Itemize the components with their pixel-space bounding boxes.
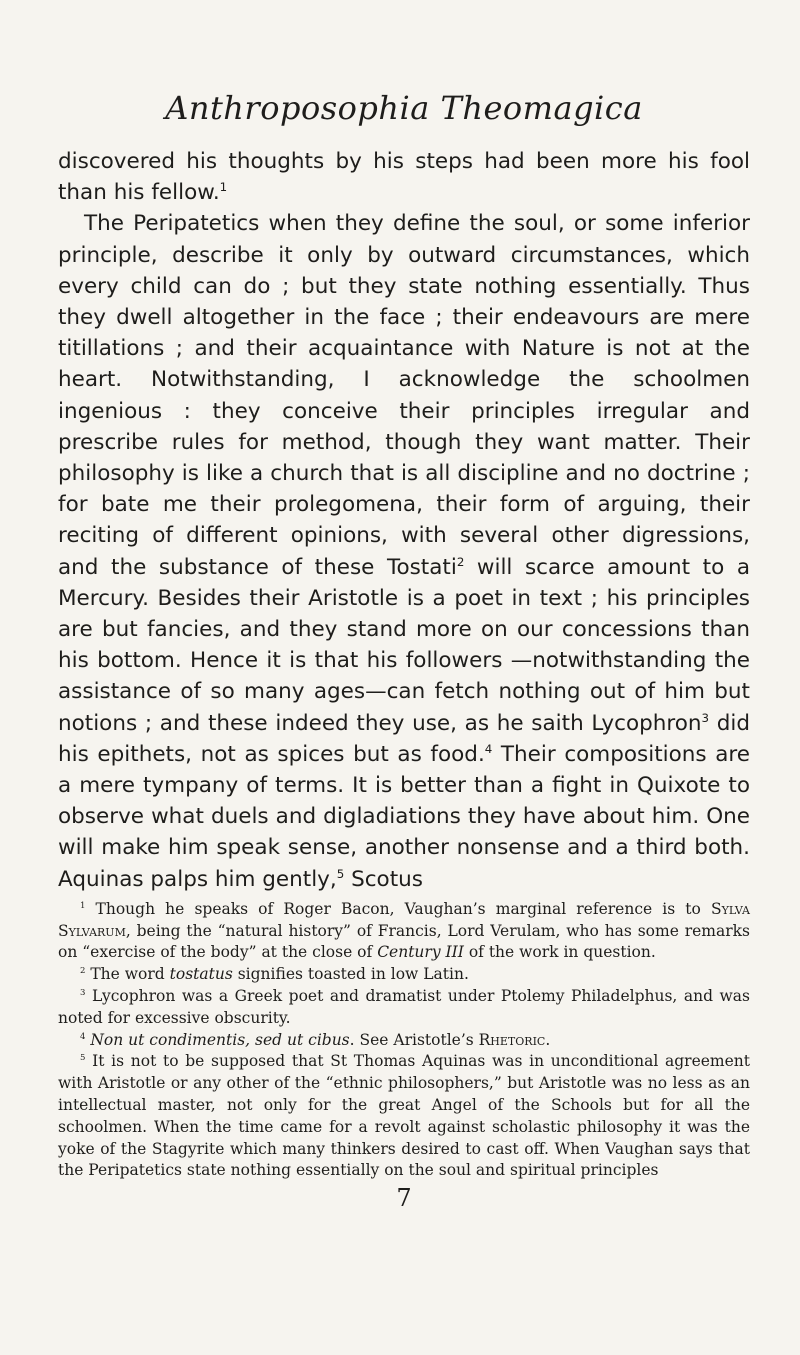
footnote-1	[58, 899, 750, 964]
footnote-text: .	[545, 1030, 551, 1049]
paragraph-2-segment-1: The Peripatetics when they define the soul, or some inferior principle, describe it only by outward circumstances, which every child can do ; but they state nothing essentially. Thus they dwell altogether in the face ; their endeavours are mere titillations ; and their acquaintance with Nature is not at the heart. Notwithstanding, I acknowledge the schoolmen ingenious : they conceive their principles irregular and prescribe rules for method, though they want matter. Their philosophy is like a church that is all discipline and no doctrine ; for bate me their prolegomena, their form of arguing, their reciting of different opinions, with several other digressions, and the substance of these Tostati	[58, 211, 750, 580]
book-page	[58, 88, 750, 1318]
footnote-text: signifies toasted in low Latin.	[232, 965, 469, 984]
paragraph-2-segment-4: Their compositions are a mere tympany of terms. It is better than a fight in Quixote to observe what duels and digladiations they have about him. One will make him speak sense, another nonsense and a third both. Aquinas palps him gently,	[58, 741, 750, 892]
paragraph-2-segment-2: will scarce amount to a Mercury. Besides their Aristotle is a poet in text ; his principles are but fancies, and they stand more on our concessions than his bottom. Hence it is that his followers —notwithstanding the assistance of so many ages—can fetch nothing out of him but notions ; and these indeed they use, as he saith Lycophron	[58, 554, 750, 736]
footnote-number: 2	[80, 966, 86, 977]
footnote-italic: Non ut condimentis, sed ut cibus	[90, 1030, 350, 1049]
footnote-smallcaps: Rhetoric	[478, 1030, 546, 1049]
footnote-text: It is not to be supposed that St Thomas Aquinas was in unconditional agreement with Aristotle or any other of the “ethnic philosophers,” but Aristotle was no less as an intellectual master, not only for the great Angel of the Schools but for all the schoolmen. When the time came for a revolt against scholastic philosophy it was the yoke of the Stagyrite which many thinkers desired to cast off. When Vaughan says that the Peripatetics state nothing essentially on the soul and spiritual principles	[58, 1052, 750, 1180]
footnote-ref-5[interactable]: 5	[336, 866, 345, 881]
footnote-italic: Century III	[377, 943, 464, 962]
footnote-number: 1	[80, 900, 86, 911]
footnote-text: . See Aristotle’s	[349, 1030, 479, 1049]
footnote-4	[58, 1030, 750, 1052]
paragraph-2-segment-5: Scotus	[344, 866, 423, 892]
footnote-italic: tostatus	[169, 965, 233, 984]
paragraph-2-segment-3: did his epithets, not as spices but as food.	[58, 710, 750, 767]
running-head: Anthroposophia Theomagica	[165, 89, 643, 127]
body-text	[58, 146, 750, 895]
footnote-ref-2[interactable]: 2	[456, 554, 465, 569]
footnote-3	[58, 986, 750, 1030]
footnote-number: 5	[80, 1053, 86, 1064]
paragraph-1-text: discovered his thoughts by his steps had been more his fool than his fellow.	[58, 149, 750, 206]
footnote-2	[58, 964, 750, 986]
footnote-ref-1[interactable]: 1	[219, 180, 228, 195]
footnote-text: of the work in question.	[463, 943, 656, 962]
footnote-ref-4[interactable]: 4	[484, 741, 493, 756]
paragraph-1	[58, 146, 750, 208]
footnote-5	[58, 1051, 750, 1182]
footnote-text: The word	[85, 965, 170, 984]
footnote-text: Lycophron was a Greek poet and dramatist under Ptolemy Philadelphus, and was noted for excessive obscurity.	[58, 987, 750, 1027]
footnote-smallcaps: Sylva Sylvarum	[58, 899, 750, 940]
footnote-number: 3	[80, 987, 86, 998]
paragraph-2	[58, 208, 750, 894]
footnote-text: Though he speaks of Roger Bacon, Vaughan’s marginal reference is to	[85, 899, 711, 918]
footnote-number: 4	[80, 1031, 86, 1042]
footnotes	[58, 899, 750, 1182]
footnote-ref-3[interactable]: 3	[701, 710, 710, 725]
page-number: 7	[396, 1184, 412, 1213]
footnote-text: , being the “natural history” of Francis, Lord Verulam, who has some remarks on “exercise of the body” at the close of	[58, 921, 750, 962]
